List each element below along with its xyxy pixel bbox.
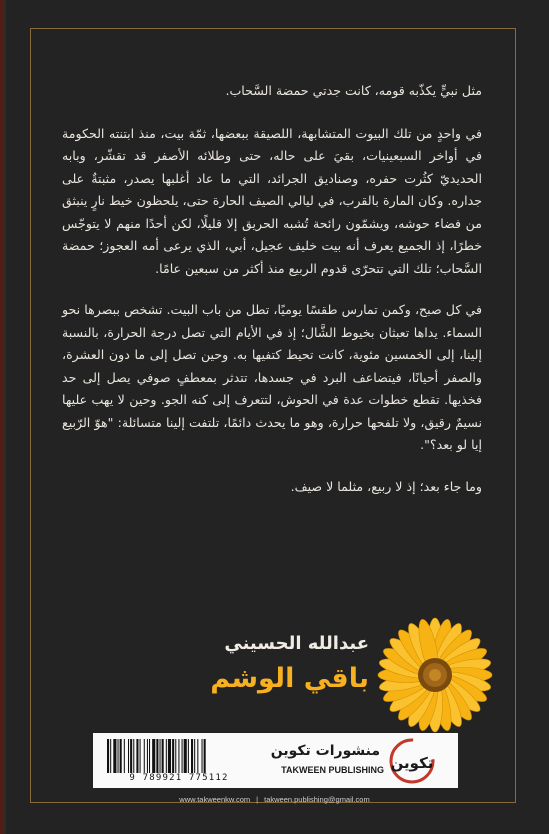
barcode-bar	[136, 739, 138, 773]
barcode-bar	[202, 739, 203, 773]
barcode-bar	[156, 739, 158, 773]
barcode-bar	[175, 739, 176, 773]
barcode-panel	[93, 733, 458, 788]
barcode-bar	[128, 739, 129, 773]
book-title: باقي الوشم	[210, 663, 369, 694]
barcode-bar	[178, 739, 179, 773]
publisher-name-arabic: منشورات تكوين	[270, 743, 380, 759]
barcode-bar	[113, 739, 116, 773]
footer-separator: |	[256, 795, 259, 804]
blurb-paragraph: مثل نبيٍّ يكذّبه قومه، كانت جدتي حمضة السَّحاب.	[225, 83, 482, 98]
barcode-bar	[120, 739, 122, 773]
barcode-bar	[149, 739, 150, 773]
barcode-bar	[147, 739, 148, 773]
footer-contact	[0, 795, 549, 804]
barcode-bar	[152, 739, 155, 773]
barcode-bar	[118, 739, 119, 773]
barcode-bar	[168, 739, 171, 773]
barcode-bar	[130, 739, 132, 773]
barcode-bar	[184, 739, 187, 773]
barcode-bar	[197, 739, 198, 773]
barcode-bar	[162, 739, 164, 773]
email-link[interactable]: takween.publishing@gmail.com	[264, 795, 370, 804]
website-link[interactable]: www.takweenkw.com	[179, 795, 251, 804]
barcode-bar	[172, 739, 174, 773]
barcode-bar	[144, 739, 145, 773]
barcode-bar	[204, 739, 206, 773]
barcode-bar	[124, 739, 125, 773]
barcode-icon	[103, 739, 253, 773]
barcode-bar	[107, 739, 109, 773]
publisher-name-english: TAKWEEN PUBLISHING	[281, 765, 384, 775]
blurb-paragraph: في كل صبح، وكمن تمارس طقسًا يوميًا، تطل من باب البيت. تشخص ببصرها نحو السماء. يداها تعبثان بخيوط الشَّال؛ إذ في الأيام التي تصل درجة الحرارة، بالنسبة إلينا، إلى الخمسين مئوية، كانت تحيط كتفيها به. وحين تصل إلى ما دون العشرة، والصفر أحيانًا، فيتضاعف البرد في جسدها، تتدثر بمعطفٍ صوفي يصل إلى حد فخذيها. تقطع خطوات عدة في الحوش، لتتعرف إلى كنه الجو. وحين لا يهب عليها نسيمٌ رقيق، ولا تلفحها حرارة، وهو ما يحدث دائمًا، تلتفت إلينا متسائلة: "هوّ الرّبيع إيا لو بعد؟".	[62, 302, 482, 452]
publisher-logo-icon	[388, 737, 436, 785]
spine-edge	[0, 0, 6, 834]
barcode-bar	[188, 739, 189, 773]
barcode-bar	[160, 739, 161, 773]
barcode-bar	[182, 739, 183, 773]
isbn-number: 9 789921 775112	[129, 773, 229, 783]
blurb-text	[62, 80, 482, 517]
barcode-bar	[194, 739, 195, 773]
barcode-bar	[166, 739, 167, 773]
flower-icon	[372, 612, 498, 738]
barcode-bar	[133, 739, 134, 773]
barcode-bar	[191, 739, 193, 773]
blurb-paragraph: في واحدٍ من تلك البيوت المتشابهة، اللصيقة ببعضها، ثمّة بيت، منذ ابتنته الحكومة في أواخر السبعينيات، بقيَ على حاله، حتى وطلائه الأصفر قد تقشّر، وبابه الحديديّ كثُرت حفره، وصناديق الجرائد، التي ما عاد أغلبها يصدر، مثبتةٌ على جداره. وكان المارة بالقرب، في ليالي الصيف الحارة حتى، يلحظون خيط نارٍ ينبثق من فضاء حوشه، ويشمّون رائحة تُشبه الحريق إلا قليلًا، لكن أحدًا منهم لا يتوجّس خطرًا، إذ الجميع يعرف أنه بيت خليف عجيل، أبي، الذي يرعى أمه العجوز؛ حمضة السَّحاب؛ تلك التي تتحرّى قدوم الربيع منذ أكثر من سبعين عامًا.	[62, 125, 482, 276]
barcode-bar	[110, 739, 111, 773]
publisher-logo-text: تكوين	[390, 754, 434, 772]
author-name: عبدالله الحسيني	[224, 633, 369, 654]
blurb-paragraph: وما جاء بعد؛ إذ لا ربيع، مثلما لا صيف.	[290, 478, 482, 494]
barcode-bar	[140, 739, 141, 773]
